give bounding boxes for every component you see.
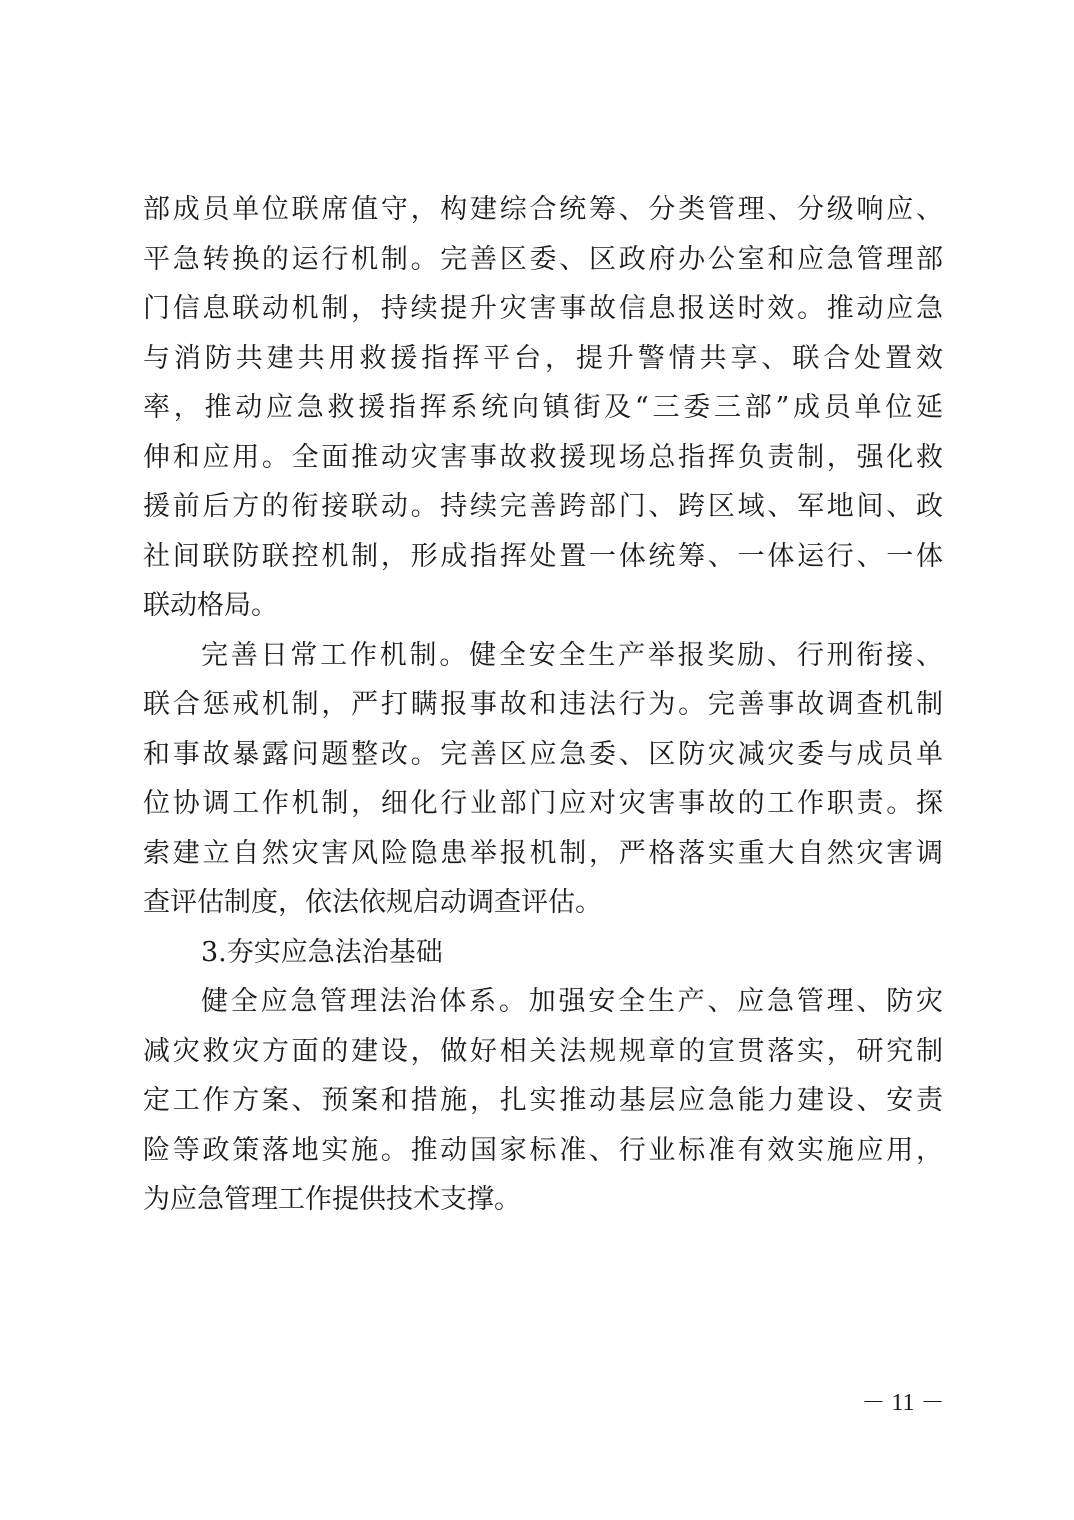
text-line: 减灾救灾方面的建设，做好相关法规规章的宣贯落实，研究制 — [143, 1035, 943, 1067]
text-line: 定工作方案、预案和措施，扎实推动基层应急能力建设、安责 — [143, 1085, 943, 1116]
section-heading — [143, 928, 943, 978]
text-line: 索建立自然灾害风险隐患举报机制，严格落实重大自然灾害调 — [143, 837, 943, 869]
text-line: 健全应急管理法治体系。加强安全生产、应急管理、防灾 — [201, 986, 943, 1017]
page-number: － 11 － — [861, 1390, 945, 1416]
section-heading-text: 3.夯实应急法治基础 — [201, 936, 443, 968]
text-line: 联动格局。 — [143, 590, 278, 621]
text-line: 位协调工作机制，细化行业部门应对灾害事故的工作职责。探 — [143, 788, 943, 819]
text-line: 险等政策落地实施。推动国家标准、行业标准有效实施应用， — [143, 1134, 943, 1166]
text-line: 和事故暴露问题整改。完善区应急委、区防灾减灾委与成员单 — [143, 738, 943, 770]
text-line: 查评估制度，依法依规启动调查评估。 — [143, 887, 602, 918]
text-line: 社间联防联控机制，形成指挥处置一体统筹、一体运行、一体 — [143, 540, 943, 572]
paragraph-2 — [143, 631, 943, 928]
text-line: 完善日常工作机制。健全安全生产举报奖励、行刑衔接、 — [201, 639, 943, 671]
text-line: 与消防共建共用救援指挥平台，提升警情共享、联合处置效 — [143, 342, 943, 374]
text-line: 援前后方的衔接联动。持续完善跨部门、跨区域、军地间、政 — [143, 491, 943, 522]
paragraph-1 — [143, 185, 943, 631]
body-text — [143, 185, 943, 1225]
text-line: 伸和应用。全面推动灾害事故救援现场总指挥负责制，强化救 — [143, 441, 943, 473]
text-line: 平急转换的运行机制。完善区委、区政府办公室和应急管理部 — [143, 243, 943, 275]
paragraph-3 — [143, 977, 943, 1225]
text-line: 门信息联动机制，持续提升灾害事故信息报送时效。推动应急 — [143, 293, 943, 324]
text-line: 为应急管理工作提供技术支撑。 — [143, 1184, 521, 1215]
text-line: 联合惩戒机制，严打瞒报事故和违法行为。完善事故调查机制 — [143, 689, 943, 720]
text-line: 率，推动应急救援指挥系统向镇街及“三委三部”成员单位延 — [143, 392, 943, 423]
text-line: 部成员单位联席值守，构建综合统筹、分类管理、分级响应、 — [143, 194, 943, 225]
